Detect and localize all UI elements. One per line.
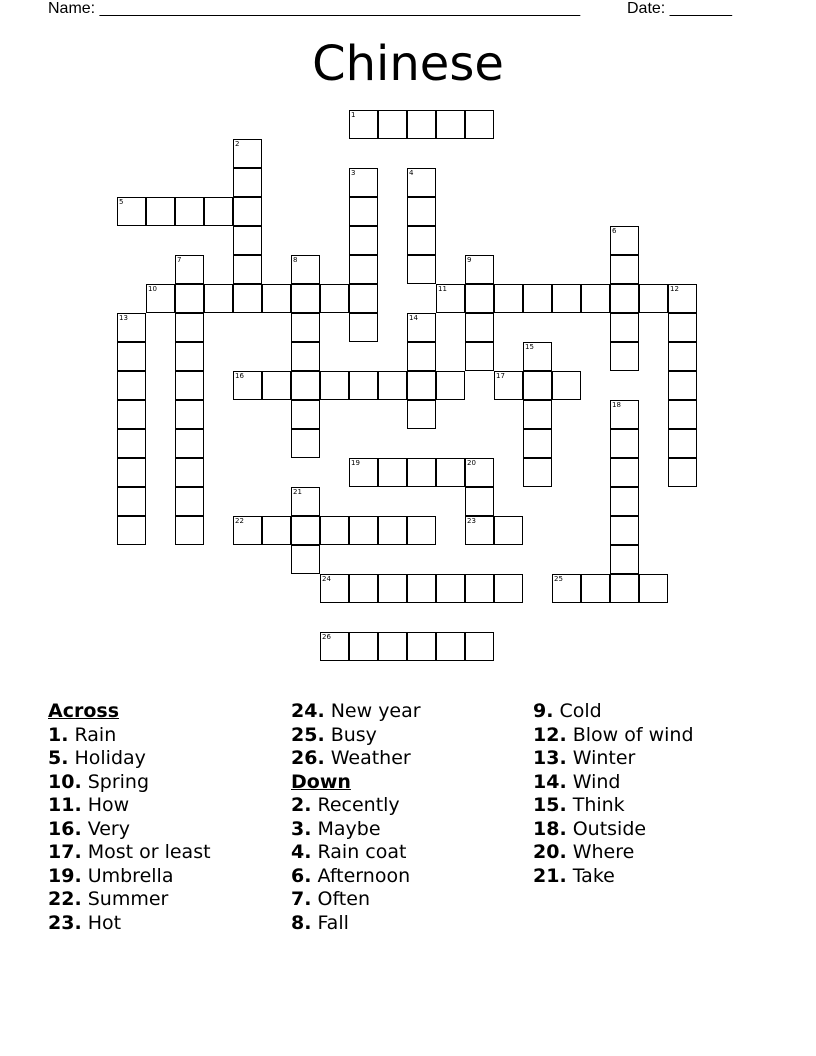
clue-number: 2 <box>235 140 240 148</box>
grid-cell[interactable] <box>378 110 407 139</box>
clue-item-text: Fall <box>311 911 349 934</box>
grid-cell[interactable] <box>175 516 204 545</box>
grid-cell[interactable] <box>291 255 320 284</box>
grid-cell[interactable] <box>465 284 494 313</box>
grid-cell[interactable] <box>610 400 639 429</box>
grid-cell[interactable] <box>378 574 407 603</box>
clue-item-text: Rain coat <box>311 841 407 863</box>
grid-cell[interactable] <box>204 284 233 313</box>
grid-cell[interactable] <box>349 197 378 226</box>
grid-cell[interactable] <box>523 342 552 371</box>
grid-cell[interactable] <box>407 516 436 545</box>
clue-item-number: 11. <box>48 794 82 816</box>
grid-cell[interactable] <box>407 226 436 255</box>
clue-item-number: 21. <box>533 864 567 887</box>
clue-number: 4 <box>409 169 414 177</box>
clue-item-text: Very <box>81 817 130 840</box>
grid-cell[interactable] <box>581 284 610 313</box>
grid-cell[interactable] <box>581 574 610 603</box>
grid-cell[interactable] <box>436 110 465 139</box>
clue-item <box>291 700 421 724</box>
grid-cell[interactable] <box>233 284 262 313</box>
clue-item-text: Busy <box>324 723 377 746</box>
grid-cell[interactable] <box>465 313 494 342</box>
clue-item-number: 26. <box>291 747 325 769</box>
clue-item-number: 24. <box>291 700 325 722</box>
clue-item-text: Hot <box>81 911 122 934</box>
grid-cell[interactable] <box>639 574 668 603</box>
grid-cell[interactable] <box>262 371 291 400</box>
grid-cell[interactable] <box>610 255 639 284</box>
clue-item <box>291 794 421 818</box>
grid-cell[interactable] <box>117 400 146 429</box>
grid-cell[interactable] <box>320 574 349 603</box>
clue-item-text: Blow of wind <box>566 723 694 746</box>
grid-cell[interactable] <box>436 284 465 313</box>
grid-cell[interactable] <box>378 458 407 487</box>
grid-cell[interactable] <box>436 458 465 487</box>
clue-item <box>533 794 694 818</box>
grid-cell[interactable] <box>407 371 436 400</box>
grid-cell[interactable] <box>233 168 262 197</box>
clue-item-text: Often <box>311 888 370 910</box>
clue-number: 23 <box>467 517 476 525</box>
grid-cell[interactable] <box>349 110 378 139</box>
grid-cell[interactable] <box>349 371 378 400</box>
grid-cell[interactable] <box>320 516 349 545</box>
clue-item-number: 23. <box>48 911 82 934</box>
clue-item-number: 19. <box>48 864 82 887</box>
grid-cell[interactable] <box>378 632 407 661</box>
grid-cell[interactable] <box>291 342 320 371</box>
grid-cell[interactable] <box>291 284 320 313</box>
grid-cell[interactable] <box>146 284 175 313</box>
grid-cell[interactable] <box>465 110 494 139</box>
across-clue-list <box>48 724 211 936</box>
grid-cell[interactable] <box>291 487 320 516</box>
grid-cell[interactable] <box>610 342 639 371</box>
clue-number: 25 <box>554 575 563 583</box>
grid-cell[interactable] <box>436 371 465 400</box>
clue-item <box>291 818 421 842</box>
clue-number: 13 <box>119 314 128 322</box>
clue-item-number: 17. <box>48 841 82 863</box>
clue-item-text: Weather <box>324 747 411 769</box>
clue-item <box>48 724 211 748</box>
grid-cell[interactable] <box>494 371 523 400</box>
grid-cell[interactable] <box>407 110 436 139</box>
clue-item-number: 18. <box>533 817 567 840</box>
clue-item-number: 2. <box>291 794 312 816</box>
grid-cell[interactable] <box>668 429 697 458</box>
clue-item <box>48 888 211 912</box>
grid-cell[interactable] <box>465 342 494 371</box>
grid-cell[interactable] <box>175 400 204 429</box>
clue-item-number: 15. <box>533 794 567 816</box>
clue-number: 17 <box>496 372 505 380</box>
clue-item-text: Outside <box>566 817 647 840</box>
grid-cell[interactable] <box>639 284 668 313</box>
grid-cell[interactable] <box>668 313 697 342</box>
clue-item <box>48 771 211 795</box>
clue-item-number: 5. <box>48 747 69 769</box>
grid-cell[interactable] <box>610 284 639 313</box>
clue-item-text: Umbrella <box>81 864 174 887</box>
clue-item-number: 22. <box>48 888 82 910</box>
clue-item <box>533 700 694 724</box>
clue-number: 18 <box>612 401 621 409</box>
grid-cell[interactable] <box>610 226 639 255</box>
clue-number: 10 <box>148 285 157 293</box>
grid-cell[interactable] <box>175 313 204 342</box>
clue-number: 12 <box>670 285 679 293</box>
grid-cell[interactable] <box>668 342 697 371</box>
clue-item <box>533 724 694 748</box>
clue-item <box>48 747 211 771</box>
grid-cell[interactable] <box>494 574 523 603</box>
clue-number: 26 <box>322 633 331 641</box>
grid-cell[interactable] <box>175 429 204 458</box>
clue-column-3 <box>533 700 694 888</box>
grid-cell[interactable] <box>668 458 697 487</box>
grid-cell[interactable] <box>407 574 436 603</box>
grid-cell[interactable] <box>349 458 378 487</box>
clue-item <box>48 794 211 818</box>
down-heading: Down <box>291 770 351 793</box>
grid-cell[interactable] <box>175 284 204 313</box>
clue-number: 11 <box>438 285 447 293</box>
clue-number: 22 <box>235 517 244 525</box>
grid-cell[interactable] <box>291 371 320 400</box>
grid-cell[interactable] <box>233 226 262 255</box>
grid-cell[interactable] <box>117 487 146 516</box>
grid-cell[interactable] <box>610 545 639 574</box>
clue-item <box>533 841 694 865</box>
grid-cell[interactable] <box>668 371 697 400</box>
clue-item-number: 7. <box>291 888 312 910</box>
clue-item <box>48 841 211 865</box>
clue-column-2 <box>291 700 421 935</box>
clue-number: 1 <box>351 111 356 119</box>
grid-cell[interactable] <box>407 342 436 371</box>
grid-cell[interactable] <box>233 371 262 400</box>
grid-cell[interactable] <box>204 197 233 226</box>
clue-item-number: 1. <box>48 723 69 746</box>
clue-item-number: 10. <box>48 770 82 793</box>
clue-item <box>291 724 421 748</box>
clue-number: 5 <box>119 198 124 206</box>
clue-item-text: Holiday <box>68 747 146 769</box>
grid-cell[interactable] <box>436 632 465 661</box>
grid-cell[interactable] <box>407 255 436 284</box>
grid-cell[interactable] <box>233 255 262 284</box>
grid-cell[interactable] <box>407 313 436 342</box>
grid-cell[interactable] <box>610 574 639 603</box>
clue-item-text: Rain <box>68 723 117 746</box>
grid-cell[interactable] <box>552 574 581 603</box>
grid-cell[interactable] <box>291 400 320 429</box>
clue-item-number: 20. <box>533 841 567 863</box>
grid-cell[interactable] <box>349 516 378 545</box>
grid-cell[interactable] <box>117 516 146 545</box>
clue-item <box>48 865 211 889</box>
grid-cell[interactable] <box>552 371 581 400</box>
name-field[interactable]: Name: ______________________________________________________ <box>48 0 581 17</box>
clue-item-number: 4. <box>291 841 312 863</box>
grid-cell[interactable] <box>117 197 146 226</box>
clue-number: 16 <box>235 372 244 380</box>
grid-cell[interactable] <box>349 632 378 661</box>
grid-cell[interactable] <box>349 313 378 342</box>
clue-item-text: Recently <box>311 794 400 816</box>
clue-number: 20 <box>467 459 476 467</box>
clue-item-text: Afternoon <box>311 864 411 887</box>
clue-item-text: New year <box>324 700 421 722</box>
grid-cell[interactable] <box>233 516 262 545</box>
clue-item-text: Where <box>566 841 635 863</box>
grid-cell[interactable] <box>465 255 494 284</box>
grid-cell[interactable] <box>175 487 204 516</box>
clue-item <box>291 747 421 771</box>
grid-cell[interactable] <box>117 429 146 458</box>
grid-cell[interactable] <box>291 313 320 342</box>
clue-item <box>533 865 694 889</box>
clue-item <box>533 818 694 842</box>
grid-cell[interactable] <box>407 632 436 661</box>
grid-cell[interactable] <box>407 197 436 226</box>
clue-item-text: Wind <box>566 770 621 793</box>
down-clue-list <box>291 794 421 935</box>
grid-cell[interactable] <box>233 139 262 168</box>
clue-item-number: 14. <box>533 770 567 793</box>
grid-cell[interactable] <box>610 429 639 458</box>
grid-cell[interactable] <box>291 516 320 545</box>
grid-cell[interactable] <box>465 516 494 545</box>
clue-number: 9 <box>467 256 472 264</box>
grid-cell[interactable] <box>378 371 407 400</box>
clue-number: 3 <box>351 169 356 177</box>
grid-cell[interactable] <box>436 574 465 603</box>
grid-cell[interactable] <box>523 458 552 487</box>
grid-cell[interactable] <box>349 168 378 197</box>
grid-cell[interactable] <box>175 255 204 284</box>
clue-item-number: 16. <box>48 817 82 840</box>
clue-number: 8 <box>293 256 298 264</box>
clue-item-text: Take <box>566 864 615 887</box>
clue-item <box>48 818 211 842</box>
across-clue-list-continued <box>291 700 421 771</box>
clue-item-text: Think <box>566 794 625 816</box>
across-heading: Across <box>48 700 120 722</box>
grid-cell[interactable] <box>117 458 146 487</box>
clue-number: 6 <box>612 227 617 235</box>
grid-cell[interactable] <box>262 284 291 313</box>
grid-cell[interactable] <box>349 255 378 284</box>
grid-cell[interactable] <box>349 284 378 313</box>
clue-item-number: 9. <box>533 700 554 722</box>
grid-cell[interactable] <box>262 516 291 545</box>
grid-cell[interactable] <box>407 458 436 487</box>
grid-cell[interactable] <box>407 168 436 197</box>
date-field[interactable]: Date: _______ <box>627 0 732 17</box>
clue-item-text: Winter <box>566 747 636 769</box>
clue-item-number: 13. <box>533 747 567 769</box>
clue-item <box>48 912 211 936</box>
clue-item-number: 25. <box>291 723 325 746</box>
grid-cell[interactable] <box>465 487 494 516</box>
clue-number: 21 <box>293 488 302 496</box>
clue-item-text: Spring <box>81 770 150 793</box>
down-clue-list-continued <box>533 700 694 888</box>
clue-item-text: Summer <box>81 888 169 910</box>
grid-cell[interactable] <box>233 197 262 226</box>
grid-cell[interactable] <box>175 458 204 487</box>
clue-item-text: Cold <box>553 700 602 722</box>
grid-cell[interactable] <box>610 313 639 342</box>
clue-number: 19 <box>351 459 360 467</box>
grid-cell[interactable] <box>117 342 146 371</box>
clue-item-text: Most or least <box>81 841 211 863</box>
clue-number: 7 <box>177 256 182 264</box>
clue-item-number: 6. <box>291 864 312 887</box>
grid-cell[interactable] <box>146 197 175 226</box>
clue-item <box>533 771 694 795</box>
grid-cell[interactable] <box>610 487 639 516</box>
grid-cell[interactable] <box>117 313 146 342</box>
clue-column-1 <box>48 700 211 935</box>
clue-item-text: Maybe <box>311 817 381 840</box>
clue-item <box>291 912 421 936</box>
grid-cell[interactable] <box>320 371 349 400</box>
grid-cell[interactable] <box>465 458 494 487</box>
grid-cell[interactable] <box>465 632 494 661</box>
grid-cell[interactable] <box>523 400 552 429</box>
grid-cell[interactable] <box>523 284 552 313</box>
grid-cell[interactable] <box>378 516 407 545</box>
grid-cell[interactable] <box>291 429 320 458</box>
clue-item <box>291 865 421 889</box>
grid-cell[interactable] <box>610 516 639 545</box>
clue-item <box>291 841 421 865</box>
grid-cell[interactable] <box>494 284 523 313</box>
grid-cell[interactable] <box>552 284 581 313</box>
grid-cell[interactable] <box>349 574 378 603</box>
clue-number: 24 <box>322 575 331 583</box>
grid-cell[interactable] <box>668 400 697 429</box>
clue-number: 14 <box>409 314 418 322</box>
clue-item-number: 3. <box>291 817 312 840</box>
grid-cell[interactable] <box>320 632 349 661</box>
clue-item <box>533 747 694 771</box>
clue-number: 15 <box>525 343 534 351</box>
grid-cell[interactable] <box>175 371 204 400</box>
grid-cell[interactable] <box>320 284 349 313</box>
grid-cell[interactable] <box>291 545 320 574</box>
grid-cell[interactable] <box>494 516 523 545</box>
grid-cell[interactable] <box>349 226 378 255</box>
grid-cell[interactable] <box>117 371 146 400</box>
page-title: Chinese <box>312 36 504 92</box>
clue-item-number: 12. <box>533 723 567 746</box>
clue-item <box>291 888 421 912</box>
grid-cell[interactable] <box>610 458 639 487</box>
grid-cell[interactable] <box>465 574 494 603</box>
clue-item-number: 8. <box>291 911 312 934</box>
grid-cell[interactable] <box>668 284 697 313</box>
grid-cell[interactable] <box>175 197 204 226</box>
grid-cell[interactable] <box>407 400 436 429</box>
grid-cell[interactable] <box>523 371 552 400</box>
grid-cell[interactable] <box>175 342 204 371</box>
grid-cell[interactable] <box>523 429 552 458</box>
clue-item-text: How <box>81 794 130 816</box>
